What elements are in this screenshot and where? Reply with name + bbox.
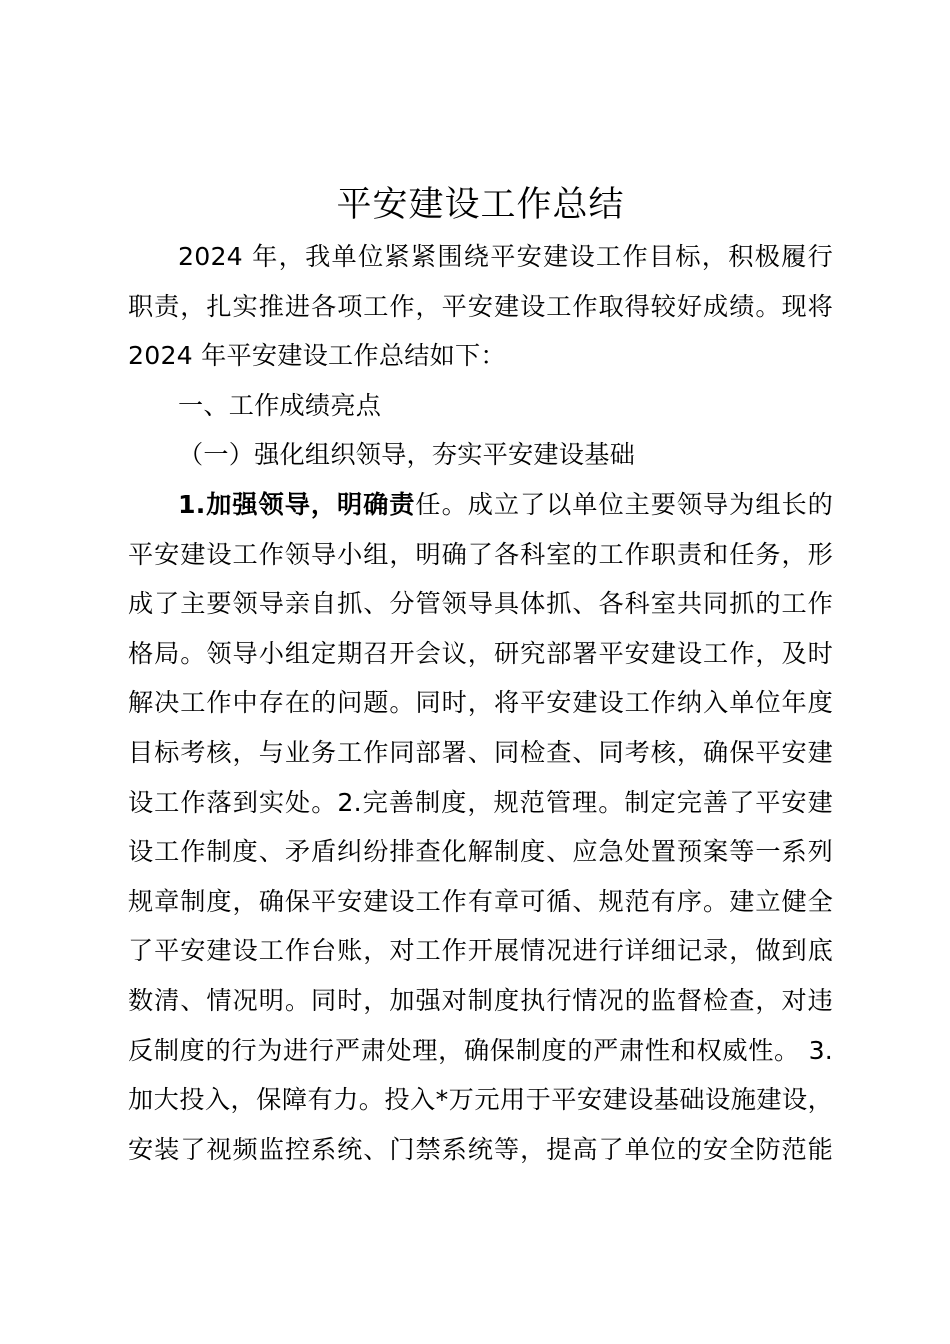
text-line: 解决工作中存在的问题。同时，将平安建设工作纳入单位年度 <box>128 688 833 718</box>
section-heading-text: 一、工作成绩亮点 <box>178 390 382 420</box>
text-line <box>128 480 833 530</box>
text-line: 了平安建设工作台账，对工作开展情况进行详细记录，做到底 <box>128 936 833 966</box>
text-line: 目标考核，与业务工作同部署、同检查、同考核，确保平安建 <box>128 737 833 767</box>
text-line: 格局。领导小组定期召开会议，研究部署平安建设工作，及时 <box>128 638 833 668</box>
text-line: 反制度的行为进行严肃处理，确保制度的严肃性和权威性。 3. <box>128 1035 833 1065</box>
intro-paragraph <box>128 232 833 381</box>
subsection-heading-text: （一）强化组织领导，夯实平安建设基础 <box>178 440 635 470</box>
text-line: 平安建设工作领导小组，明确了各科室的工作职责和任务，形 <box>128 539 833 569</box>
subsection-heading <box>128 430 833 480</box>
document-title: 平安建设工作总结 <box>336 185 625 225</box>
text-line: 2024 年平安建设工作总结如下： <box>128 341 506 371</box>
text-line: 设工作落到实处。2.完善制度，规范管理。制定完善了平安建 <box>128 787 833 817</box>
text-line: 加大投入，保障有力。投入*万元用于平安建设基础设施建设， <box>128 1085 833 1115</box>
bold-lead-text: 1.加强领导，明确责 <box>178 489 416 519</box>
text-line: 设工作制度、矛盾纠纷排查化解制度、应急处置预案等一系列 <box>128 837 833 867</box>
text-line: 数清、情况明。同时，加强对制度执行情况的监督检查，对违 <box>128 985 833 1015</box>
text-line: 职责，扎实推进各项工作，平安建设工作取得较好成绩。现将 <box>128 291 833 321</box>
text-line: 2024 年，我单位紧紧围绕平安建设工作目标，积极履行 <box>178 242 833 271</box>
body-paragraph <box>128 480 833 1174</box>
section-heading <box>128 381 833 431</box>
first-line-rest: 任。成立了以单位主要领导为组长的 <box>415 489 833 519</box>
text-line: 规章制度，确保平安建设工作有章可循、规范有序。建立健全 <box>128 886 833 916</box>
document-page <box>128 178 833 1174</box>
text-line: 成了主要领导亲自抓、分管领导具体抓、各科室共同抓的工作 <box>128 589 833 619</box>
text-line: 安装了视频监控系统、门禁系统等，提高了单位的安全防范能 <box>128 1134 833 1164</box>
